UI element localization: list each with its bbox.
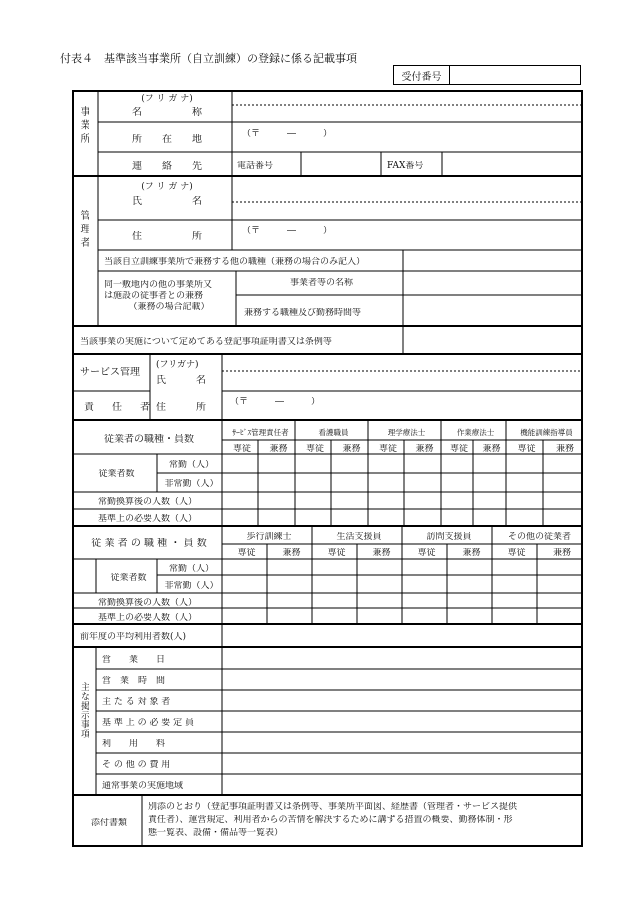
staff1-parttime-label: 非常勤（人） bbox=[164, 479, 219, 489]
staff2-fulltime-label: 常勤（人） bbox=[168, 564, 214, 574]
office-name-label: 名 称 bbox=[132, 107, 202, 118]
staff2-converted-label: 常勤換算後の人数（人） bbox=[98, 598, 198, 608]
service-mgr-address-label: 住 所 bbox=[156, 402, 206, 413]
staff2-role-life-support: 生活支援員 bbox=[336, 532, 382, 542]
notice-usage-fee: 利 用 料 bbox=[102, 739, 166, 749]
manager-other-label-1: 同一敷地内の他の事業所又 bbox=[104, 280, 213, 290]
staff1-dual-4: 兼務 bbox=[555, 444, 574, 454]
office-furigana-label: (フ リ ガ ナ) bbox=[141, 94, 193, 104]
staff1-required-label: 基準上の必要人数（人） bbox=[98, 514, 198, 524]
staff1-dual-1: 兼務 bbox=[342, 444, 361, 454]
notices-group-label: 主な掲示事項 bbox=[79, 682, 89, 739]
staff1-full-1: 専従 bbox=[305, 444, 324, 454]
staff2-header: 従 業 者 の 職 種 ・ 員 数 bbox=[91, 538, 207, 549]
service-mgr-label-top: サービス管理 bbox=[80, 367, 140, 378]
registration-form bbox=[72, 90, 583, 847]
office-address-label: 所 在 地 bbox=[132, 134, 202, 145]
staff1-full-4: 専従 bbox=[517, 444, 536, 454]
attachments-line-1: 別添のとおり（登記事項証明書又は条例等、事業所平面図、経歴書（管理者・サービス提供 bbox=[148, 802, 518, 812]
staff1-role-service-mgr: ｻｰﾋﾞｽ管理責任者 bbox=[232, 428, 289, 437]
staff1-dual-3: 兼務 bbox=[482, 444, 501, 454]
staff2-role-walking: 歩行訓練士 bbox=[246, 532, 292, 542]
attachments-label: 添付書類 bbox=[90, 818, 127, 828]
staff1-full-2: 専従 bbox=[378, 444, 397, 454]
staff1-full-3: 専従 bbox=[449, 444, 468, 454]
staff2-role-visit-support: 訪問支援員 bbox=[426, 532, 472, 542]
manager-postal-field[interactable]: （〒 ― ） bbox=[242, 226, 333, 236]
staff1-dual-2: 兼務 bbox=[415, 444, 434, 454]
staff1-dual-0: 兼務 bbox=[269, 444, 288, 454]
manager-concurrent-note: 当該自立訓練事業所で兼務する他の職種（兼務の場合のみ記入） bbox=[104, 257, 366, 267]
manager-group-label: 管理者 bbox=[78, 210, 89, 251]
form-title: 付表４ 基準該当事業所（自立訓練）の登録に係る記載事項 bbox=[60, 52, 357, 65]
office-contact-label: 連 絡 先 bbox=[132, 161, 202, 172]
reception-number-label: 受付番号 bbox=[394, 66, 450, 84]
notice-business-days: 営 業 日 bbox=[102, 655, 166, 665]
staff2-required-label: 基準上の必要人数（人） bbox=[98, 613, 198, 623]
notice-service-area: 通常事業の実施地域 bbox=[102, 781, 184, 791]
notice-business-hours: 営 業 時 間 bbox=[102, 676, 166, 686]
attachments-line-2: 責任者）、運営規定、利用者からの苦情を解決するために講ずる措置の概要、勤務体制・形 bbox=[148, 815, 513, 825]
staff1-count-label: 従業者数 bbox=[98, 469, 135, 479]
manager-other-label-2: は施設の従事者との兼務 bbox=[104, 291, 204, 301]
manager-duty-hours-label: 兼務する職種及び勤務時間等 bbox=[244, 308, 362, 318]
staff2-dual-1: 兼務 bbox=[372, 548, 391, 558]
staff2-dual-2: 兼務 bbox=[462, 548, 481, 558]
office-group-label: 事業所 bbox=[78, 106, 89, 147]
staff2-dual-0: 兼務 bbox=[282, 548, 301, 558]
service-mgr-label-bottom: 責 任 者 bbox=[84, 402, 154, 413]
service-mgr-postal-field[interactable]: （〒 ― ） bbox=[230, 397, 321, 407]
attachments-line-3: 態一覧表、設備・備品等一覧表） bbox=[148, 828, 284, 838]
staff2-parttime-label: 非常勤（人） bbox=[164, 581, 219, 591]
staff2-full-0: 専従 bbox=[237, 548, 256, 558]
office-fax-label: FAX番号 bbox=[387, 161, 424, 171]
office-postal-field[interactable]: （〒 ― ） bbox=[242, 129, 333, 139]
staff2-full-3: 専従 bbox=[507, 548, 526, 558]
staff1-role-trainer: 機能訓練指導員 bbox=[520, 428, 573, 437]
staff1-role-nurse: 看護職員 bbox=[318, 428, 349, 437]
manager-name-label: 氏 名 bbox=[132, 196, 202, 207]
staff2-dual-3: 兼務 bbox=[552, 548, 571, 558]
notice-other-costs: そ の 他 の 費 用 bbox=[102, 760, 171, 770]
service-mgr-furigana-label: (フリガナ) bbox=[156, 360, 199, 370]
notice-required-capacity: 基 準 上 の 必 要 定 員 bbox=[102, 718, 195, 728]
staff1-role-ot: 作業療法士 bbox=[456, 428, 495, 437]
staff1-fulltime-label: 常勤（人） bbox=[168, 460, 214, 470]
manager-furigana-label: (フ リ ガ ナ) bbox=[141, 182, 193, 192]
staff1-converted-label: 常勤換算後の人数（人） bbox=[98, 497, 198, 507]
manager-business-name-label: 事業者等の名称 bbox=[289, 278, 353, 288]
office-phone-label: 電話番号 bbox=[237, 161, 274, 171]
staff2-full-1: 専従 bbox=[327, 548, 346, 558]
staff2-full-2: 専従 bbox=[417, 548, 436, 558]
regulation-label: 当該事業の実施について定めてある登記事項証明書又は条例等 bbox=[80, 337, 332, 347]
staff1-full-0: 専従 bbox=[232, 444, 251, 454]
manager-address-label: 住 所 bbox=[132, 231, 202, 242]
service-mgr-name-label: 氏 名 bbox=[156, 375, 206, 386]
notice-target-users: 主 た る 対 象 者 bbox=[102, 697, 171, 707]
staff1-header: 従業者の職種・員数 bbox=[104, 434, 194, 445]
staff1-role-pt: 理学療法士 bbox=[387, 428, 426, 437]
avg-users-label: 前年度の平均利用者数(人) bbox=[80, 632, 187, 642]
reception-number-field[interactable] bbox=[450, 66, 580, 84]
staff2-role-other: その他の従業者 bbox=[507, 532, 571, 542]
staff2-count-label: 従業者数 bbox=[110, 573, 147, 583]
manager-other-label-3: （兼務の場合記載） bbox=[128, 302, 210, 312]
reception-number-box bbox=[393, 65, 581, 85]
